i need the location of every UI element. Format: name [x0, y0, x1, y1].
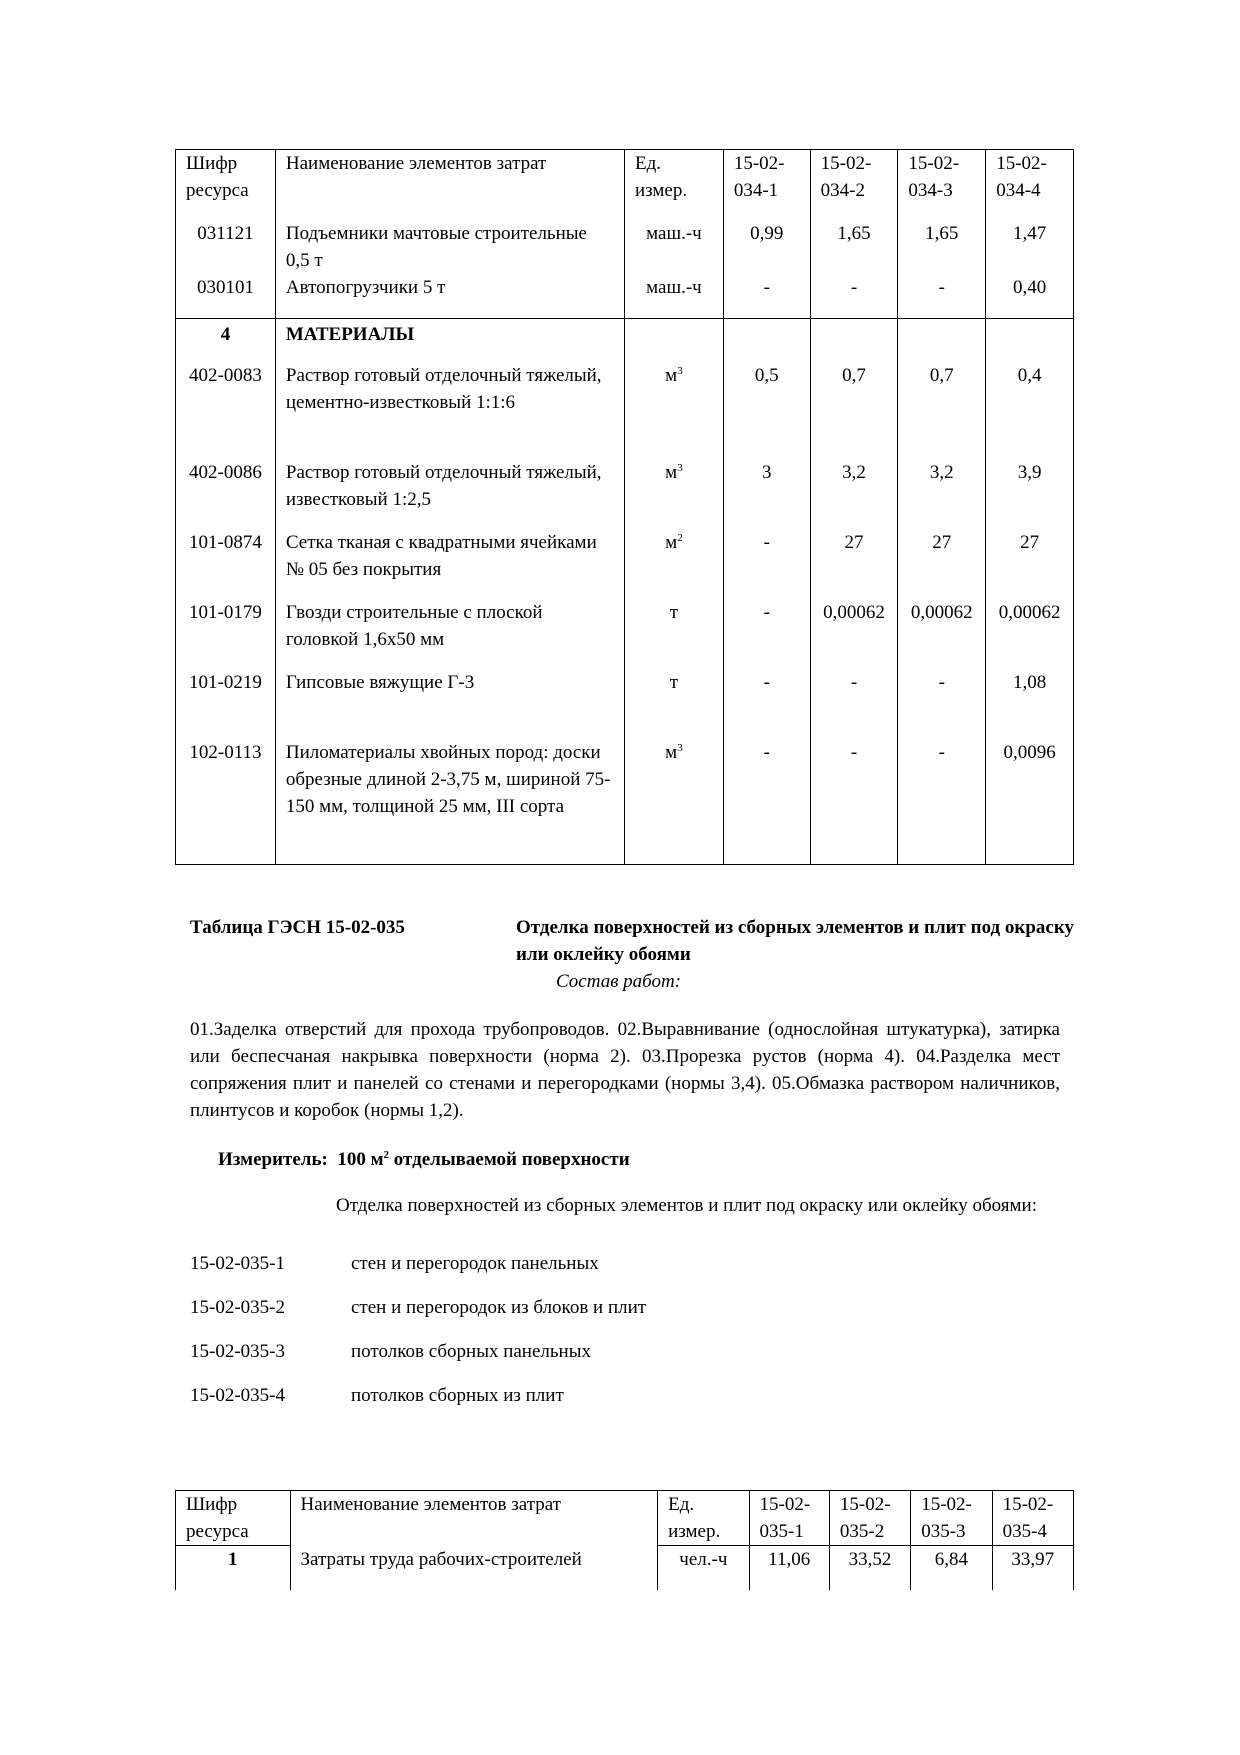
cell-unit: маш.-ч [624, 204, 723, 274]
header-norm-4: 15-02-035-4 [992, 1491, 1073, 1546]
table-header-row [176, 1491, 1074, 1546]
table-row [176, 362, 1074, 459]
table-heading: Отделка поверхностей из сборных элементов и плит под окраску или оклейку обоями [516, 917, 1075, 965]
measure-label: Измеритель: [218, 1149, 328, 1170]
resource-table-034 [175, 149, 1074, 865]
cell-value [723, 318, 810, 362]
cell-code: 101-0874 [176, 529, 276, 599]
header-code: Шифр ресурса [176, 150, 276, 205]
norms-intro: Отделка поверхностей из сборных элементов и плит под окраску или оклейку обоями: [336, 1195, 1037, 1216]
cell-unit: чел.-ч [658, 1546, 749, 1590]
cell-value: - [810, 669, 898, 739]
cell-value: 0,5 [723, 362, 810, 459]
cell-unit [624, 362, 723, 459]
cell-name: МАТЕРИАЛЫ [275, 318, 624, 362]
table-row [176, 274, 1074, 318]
cell-value: 3,9 [986, 459, 1074, 529]
cell-name: Пиломатериалы хвойных пород: доски обрезные длиной 2-3,75 м, шириной 75-150 мм, толщиной 25 мм, III сорта [275, 739, 624, 864]
cell-value: 1,65 [810, 204, 898, 274]
cell-name: Подъемники мачтовые строительные 0,5 т [275, 204, 624, 274]
norm-desc: стен и перегородок панельных [351, 1253, 599, 1274]
norm-code: 15-02-035-4 [190, 1385, 285, 1406]
cell-name: Раствор готовый отделочный тяжелый, известковый 1:2,5 [275, 459, 624, 529]
cell-code: 030101 [176, 274, 276, 318]
cell-value: 27 [986, 529, 1074, 599]
header-norm-1: 15-02-035-1 [749, 1491, 829, 1546]
cell-value: - [898, 739, 986, 864]
norm-desc: стен и перегородок из блоков и плит [351, 1297, 647, 1318]
norm-desc: потолков сборных из плит [351, 1385, 564, 1406]
table-row [176, 739, 1074, 864]
cell-value: 0,40 [986, 274, 1074, 318]
cell-value: 1,47 [986, 204, 1074, 274]
measure-line [218, 1146, 630, 1173]
cell-code: 1 [176, 1546, 291, 1590]
header-name: Наименование элементов затрат [275, 150, 624, 205]
table-row [176, 204, 1074, 274]
header-code: Шифр ресурса [176, 1491, 291, 1546]
cell-value: - [810, 274, 898, 318]
cell-value: 0,0096 [986, 739, 1074, 864]
cell-value: 0,00062 [986, 599, 1074, 669]
resource-table-035 [175, 1490, 1074, 1590]
header-unit: Ед. измер. [658, 1491, 749, 1546]
cell-value: 0,00062 [898, 599, 986, 669]
cell-unit [624, 739, 723, 864]
unit-exponent: 3 [677, 742, 683, 754]
cell-name: Затраты труда рабочих-строителей [290, 1546, 658, 1590]
cell-code: 102-0113 [176, 739, 276, 864]
list-item [190, 1382, 564, 1409]
cell-unit: т [624, 599, 723, 669]
table-row [176, 459, 1074, 529]
cell-unit [624, 459, 723, 529]
norm-code: 15-02-035-1 [190, 1253, 285, 1274]
cell-unit: маш.-ч [624, 274, 723, 318]
cell-value: 27 [898, 529, 986, 599]
cell-code: 101-0219 [176, 669, 276, 739]
cell-value: 0,99 [723, 204, 810, 274]
header-norm-1: 15-02-034-1 [723, 150, 810, 205]
table-title: Таблица ГЭСН 15-02-035 [190, 917, 405, 938]
table-header-row [176, 150, 1074, 205]
table-row [176, 669, 1074, 739]
cell-value [810, 318, 898, 362]
cell-name: Гвозди строительные с плоской головкой 1,6х50 мм [275, 599, 624, 669]
unit-exponent: 2 [677, 532, 683, 544]
cell-value: 0,4 [986, 362, 1074, 459]
header-unit: Ед. измер. [624, 150, 723, 205]
unit-exponent: 3 [677, 365, 683, 377]
unit-text: м [665, 532, 678, 553]
work-composition-label: Состав работ: [556, 971, 682, 992]
cell-value: 3 [723, 459, 810, 529]
header-norm-2: 15-02-034-2 [810, 150, 898, 205]
header-name: Наименование элементов затрат [290, 1491, 658, 1546]
unit-exponent: 3 [677, 462, 683, 474]
header-norm-3: 15-02-035-3 [911, 1491, 992, 1546]
cell-unit: т [624, 669, 723, 739]
cell-value: 33,52 [829, 1546, 910, 1590]
cell-value: - [898, 669, 986, 739]
list-item [190, 1294, 646, 1321]
cell-value: 27 [810, 529, 898, 599]
header-norm-4: 15-02-034-4 [986, 150, 1074, 205]
cell-name: Сетка тканая с квадратными ячейками № 05 без покрытия [275, 529, 624, 599]
cell-value: 0,7 [810, 362, 898, 459]
unit-text: м [665, 742, 678, 763]
table-row [176, 529, 1074, 599]
table-row [176, 1546, 1074, 1590]
cell-code: 402-0086 [176, 459, 276, 529]
cell-value: - [810, 739, 898, 864]
cell-value: 0,7 [898, 362, 986, 459]
header-norm-3: 15-02-034-3 [898, 150, 986, 205]
cell-value: 1,08 [986, 669, 1074, 739]
unit-text: м [665, 365, 678, 386]
cell-code: 031121 [176, 204, 276, 274]
cell-code: 402-0083 [176, 362, 276, 459]
cell-value: 3,2 [898, 459, 986, 529]
norm-code: 15-02-035-2 [190, 1297, 285, 1318]
cell-name: Автопогрузчики 5 т [275, 274, 624, 318]
norm-code: 15-02-035-3 [190, 1341, 285, 1362]
work-composition-text: 01.Заделка отверстий для прохода трубопроводов. 02.Выравнивание (однослойная штукатурка), затирка или беспесчаная накрывка поверхности (норма 2). 03.Прорезка рустов (норма 4). 04.Разделка мест сопряжения плит и панелей со стенами и перегородками (нормы 3,4). 05.Обмазка раствором наличников, плинтусов и коробок (нормы 1,2). [190, 1019, 1060, 1121]
list-item [190, 1338, 591, 1365]
cell-value [986, 318, 1074, 362]
cell-value: - [898, 274, 986, 318]
cell-value: - [723, 529, 810, 599]
cell-code: 101-0179 [176, 599, 276, 669]
header-norm-2: 15-02-035-2 [829, 1491, 910, 1546]
cell-unit [624, 318, 723, 362]
table-row [176, 599, 1074, 669]
cell-value: - [723, 274, 810, 318]
cell-name: Гипсовые вяжущие Г-3 [275, 669, 624, 739]
cell-value: 11,06 [749, 1546, 829, 1590]
section-row-materials [176, 318, 1074, 362]
cell-code: 4 [176, 318, 276, 362]
measure-exponent: 2 [383, 1149, 390, 1161]
cell-name: Раствор готовый отделочный тяжелый, цементно-известковый 1:1:6 [275, 362, 624, 459]
cell-value: 1,65 [898, 204, 986, 274]
cell-value [898, 318, 986, 362]
cell-value: 3,2 [810, 459, 898, 529]
list-item [190, 1250, 599, 1277]
norm-desc: потолков сборных панельных [351, 1341, 591, 1362]
cell-unit [624, 529, 723, 599]
measure-value: 100 м [337, 1149, 384, 1170]
cell-value: - [723, 599, 810, 669]
cell-value: 33,97 [992, 1546, 1073, 1590]
measure-rest: отделываемой поверхности [393, 1149, 630, 1170]
unit-text: м [665, 462, 678, 483]
cell-value: 6,84 [911, 1546, 992, 1590]
cell-value: 0,00062 [810, 599, 898, 669]
cell-value: - [723, 669, 810, 739]
cell-value: - [723, 739, 810, 864]
